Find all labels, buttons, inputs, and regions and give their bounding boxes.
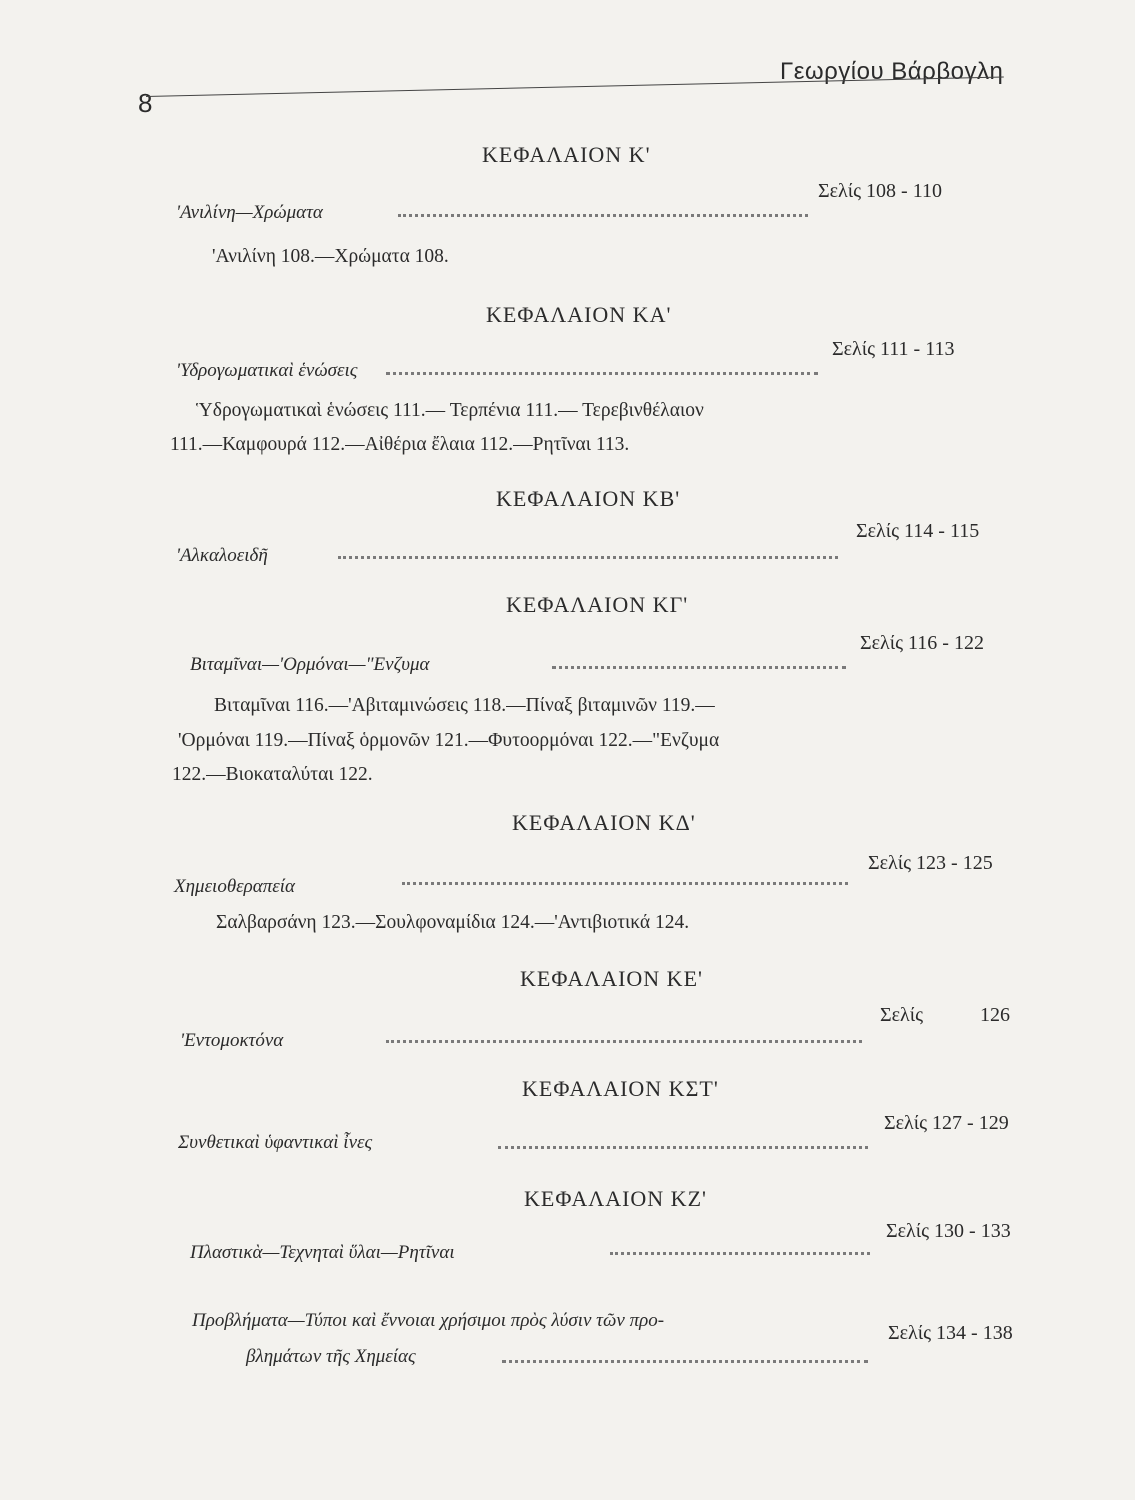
- leader-dots: [402, 882, 848, 885]
- chapter-heading: ΚΕΦΑΛΑΙΟΝ ΚΔ': [512, 810, 696, 835]
- toc-page-range: Σελίς 134 - 138: [888, 1322, 1013, 1344]
- toc-detail-line: Βιταμῖναι 116.—'Αβιταμινώσεις 118.—Πίναξ βιταμινῶν 119.—: [214, 695, 715, 716]
- running-title: Γεωργίου Βάρβογλη: [780, 58, 1004, 85]
- header-rule: [146, 77, 1004, 97]
- toc-detail-line: Σαλβαρσάνη 123.—Σουλφοναμίδια 124.—'Αντιβιοτικά 124.: [216, 912, 690, 933]
- leader-dots: [386, 1040, 862, 1043]
- toc-page-range: Σελίς 123 - 125: [868, 852, 993, 874]
- page-number: 8: [138, 88, 153, 118]
- page-range-text: Σελίς 126: [880, 1004, 1011, 1026]
- toc-entry-title: 'Αλκαλοειδῆ: [176, 545, 268, 566]
- toc-page-range: [880, 1004, 1046, 1027]
- chapter-heading: ΚΕΦΑΛΑΙΟΝ ΚΒ': [496, 486, 681, 511]
- leader-dots: [502, 1360, 868, 1363]
- toc-page-range: Σελίς 114 - 115: [856, 520, 980, 542]
- toc-page-range: Σελίς 108 - 110: [818, 180, 942, 202]
- chapter-heading: ΚΕΦΑΛΑΙΟΝ ΚΖ': [524, 1186, 707, 1211]
- toc-page-range: Σελίς 127 - 129: [884, 1112, 1009, 1134]
- toc-page-range: Σελίς 130 - 133: [886, 1220, 1011, 1242]
- toc-entry-title: Συνθετικαὶ ὑφαντικαὶ ἶνες: [178, 1132, 373, 1153]
- toc-entry-title-continuation: βλημάτων τῆς Χημείας: [246, 1346, 416, 1367]
- toc-entry-title: Προβλήματα—Τύποι καὶ ἔννοιαι χρήσιμοι πρὸς λύσιν τῶν προ-: [192, 1310, 665, 1331]
- toc-entry-title: Χημειοθεραπεία: [174, 876, 296, 897]
- chapter-heading: ΚΕΦΑΛΑΙΟΝ ΚΓ': [506, 592, 689, 617]
- leader-dots: [338, 556, 838, 559]
- chapter-heading: ΚΕΦΑΛΑΙΟΝ ΚΑ': [486, 302, 672, 327]
- toc-detail-line: 122.—Βιοκαταλύται 122.: [172, 764, 373, 785]
- chapter-heading: ΚΕΦΑΛΑΙΟΝ ΚΕ': [520, 966, 703, 991]
- leader-dots: [610, 1252, 870, 1255]
- toc-page-range: Σελίς 116 - 122: [860, 632, 984, 654]
- toc-page-range: Σελίς 111 - 113: [832, 338, 955, 360]
- chapter-heading: ΚΕΦΑΛΑΙΟΝ ΚΣΤ': [522, 1076, 719, 1101]
- leader-dots: [498, 1146, 868, 1149]
- leader-dots: [552, 666, 846, 669]
- toc-entry-title: Πλαστικὰ—Τεχνηταὶ ὕλαι—Ρητῖναι: [190, 1242, 455, 1263]
- toc-entry-title: 'Εντομοκτόνα: [180, 1030, 284, 1051]
- toc-entry-title: 'Ανιλίνη—Χρώματα: [176, 202, 323, 223]
- toc-detail-line: Ὑδρογωματικαὶ ἑνώσεις 111.— Τερπένια 111.— Τερεβινθέλαιον: [196, 400, 704, 421]
- toc-detail-line: 'Ανιλίνη 108.—Χρώματα 108.: [212, 246, 449, 267]
- chapter-heading: ΚΕΦΑΛΑΙΟΝ Κ': [482, 142, 651, 167]
- toc-detail-line: 'Ορμόναι 119.—Πίναξ ὁρμονῶν 121.—Φυτοορμόναι 122.—"Ενζυμα: [178, 730, 720, 751]
- leader-dots: [398, 214, 808, 217]
- toc-entry-title: Βιταμῖναι—'Ορμόναι—"Ενζυμα: [190, 654, 430, 675]
- toc-detail-line: 111.—Καμφουρά 112.—Αἰθέρια ἔλαια 112.—Ρητῖναι 113.: [170, 434, 630, 455]
- toc-entry-title: 'Υδρογωματικαὶ ἑνώσεις: [176, 360, 358, 381]
- leader-dots: [386, 372, 818, 375]
